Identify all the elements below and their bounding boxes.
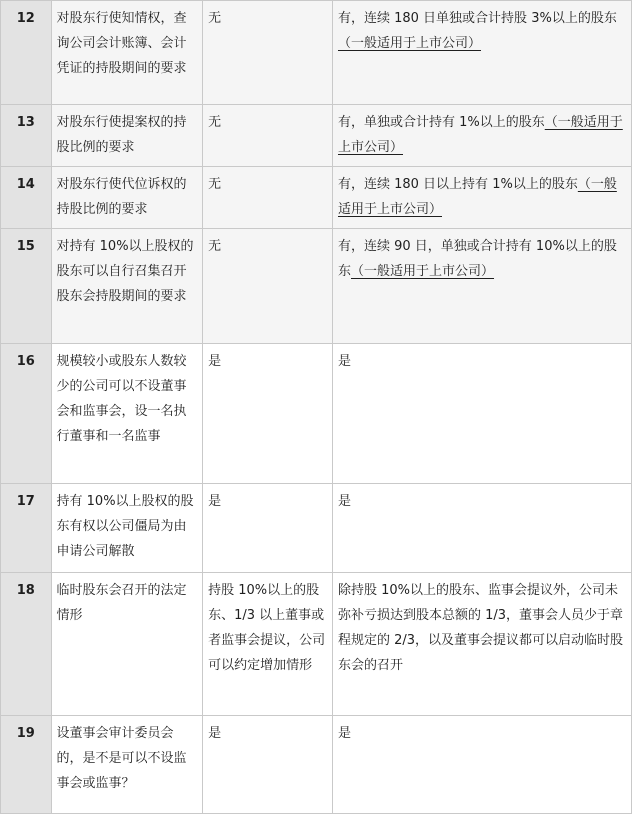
table-row	[1, 1, 632, 105]
table-row	[1, 105, 632, 167]
col-b-note: （一般适用于上市公司）	[337, 36, 481, 51]
item-cell: 对股东行使代位诉权的持股比例的要求	[51, 167, 203, 229]
col-b-cell: 除持股 10%以上的股东、监事会提议外，公司未弥补亏损达到股本总额的 1/3，董事会人员少于章程规定的 2/3，以及董事会提议都可以启动临时股东会的召开	[332, 573, 631, 716]
table-row	[1, 573, 632, 716]
item-cell: 对持有 10%以上股权的股东可以自行召集召开股东会持股期间的要求	[51, 229, 203, 344]
row-number: 13	[1, 105, 52, 167]
col-b-note: （一般适用于上市公司）	[337, 177, 617, 217]
col-b-note: （一般适用于上市公司）	[337, 115, 623, 155]
row-number: 18	[1, 573, 52, 716]
col-b-cell: 是	[332, 484, 631, 573]
col-a-cell: 无	[203, 105, 333, 167]
item-cell: 设董事会审计委员会的，是不是可以不设监事会或监事？	[51, 716, 203, 814]
col-b-text: 有，单独或合计持有 1%以上的股东	[337, 115, 545, 130]
col-b-text: 有，连续 90 日，单独或合计持有 10%以上的股东	[337, 239, 617, 279]
row-number: 16	[1, 344, 52, 484]
row-number: 19	[1, 716, 52, 814]
item-cell: 对股东行使知情权，查询公司会计账簿、会计凭证的持股期间的要求	[51, 1, 203, 105]
col-a-cell: 是	[203, 344, 333, 484]
row-number: 15	[1, 229, 52, 344]
col-b-cell: 是	[332, 344, 631, 484]
col-b-cell	[332, 229, 631, 344]
item-cell: 对股东行使提案权的持股比例的要求	[51, 105, 203, 167]
col-b-text: 有，连续 180 日单独或合计持股 3%以上的股东	[337, 11, 617, 26]
col-a-cell: 无	[203, 1, 333, 105]
col-b-note: （一般适用于上市公司）	[351, 264, 495, 279]
row-number: 14	[1, 167, 52, 229]
col-b-text: 有，连续 180 日以上持有 1%以上的股东	[337, 177, 578, 192]
row-number: 17	[1, 484, 52, 573]
col-a-cell: 无	[203, 229, 333, 344]
table-row	[1, 167, 632, 229]
col-a-cell: 持股 10%以上的股东、1/3 以上董事或者监事会提议，公司可以约定增加情形	[203, 573, 333, 716]
col-b-cell: 是	[332, 716, 631, 814]
table-row	[1, 716, 632, 814]
table-row	[1, 344, 632, 484]
col-b-cell	[332, 167, 631, 229]
table-row	[1, 229, 632, 344]
item-cell: 临时股东会召开的法定情形	[51, 573, 203, 716]
row-number: 12	[1, 1, 52, 105]
col-b-cell	[332, 105, 631, 167]
col-a-cell: 是	[203, 484, 333, 573]
item-cell: 规模较小或股东人数较少的公司可以不设董事会和监事会，设一名执行董事和一名监事	[51, 344, 203, 484]
col-b-cell	[332, 1, 631, 105]
col-a-cell: 是	[203, 716, 333, 814]
table-row	[1, 484, 632, 573]
item-cell: 持有 10%以上股权的股东有权以公司僵局为由申请公司解散	[51, 484, 203, 573]
col-a-cell: 无	[203, 167, 333, 229]
